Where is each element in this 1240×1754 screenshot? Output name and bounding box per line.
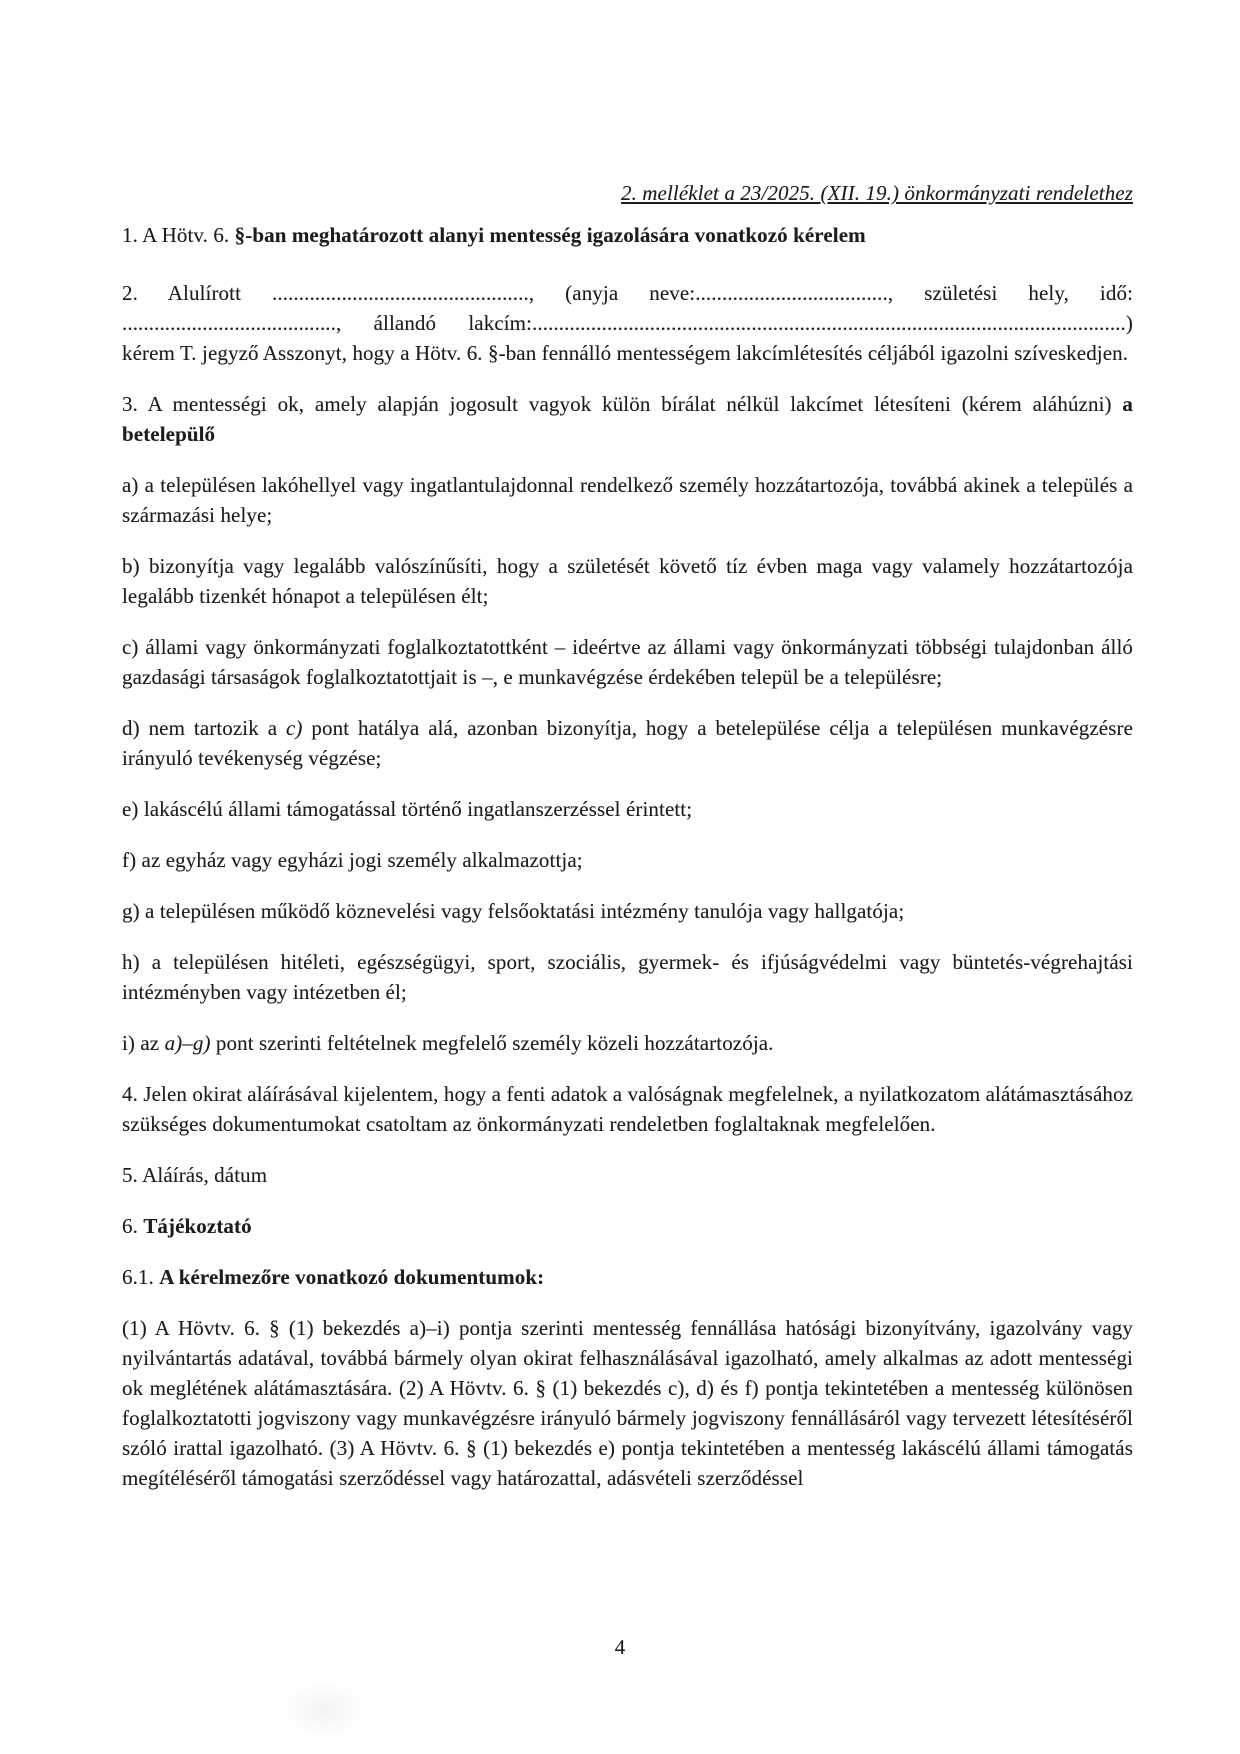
heading-6-information: 6. Tájékoztató bbox=[122, 1214, 252, 1238]
list-item-e: e) lakáscélú állami támogatással történő ingatlanszerzéssel érintett; bbox=[122, 797, 693, 821]
list-item-f: f) az egyház vagy egyházi jogi személy alkalmazottja; bbox=[122, 848, 583, 872]
list-item-h: h) a településen hitéleti, egészségügyi, sport, szociális, gyermek- és ifjúságvédelmi vagy büntetés-végrehajtási intézményben vagy intézetben él; bbox=[122, 950, 1133, 1004]
list-item-b: b) bizonyítja vagy legalább valószínűsíti, hogy a születését követő tíz évben maga vagy valamely hozzátartozója legalább tizenkét hónapot a településen élt; bbox=[122, 554, 1133, 608]
list-item-g: g) a településen működő köznevelési vagy felsőoktatási intézmény tanulója vagy hallgatója; bbox=[122, 899, 905, 923]
scan-smudge-artifact bbox=[280, 1680, 370, 1740]
list-item-i: i) az a)–g) pont szerinti feltételnek megfelelő személy közeli hozzátartozója. bbox=[122, 1031, 774, 1055]
paragraph-4-truth-statement: 4. Jelen okirat aláírásával kijelentem, hogy a fenti adatok a valóságnak megfelelnek, a nyilatkozatom alátámasztásához szükséges dokumentumokat csatoltam az önkormányzati rendeletben foglaltaknak megfelelően. bbox=[122, 1082, 1133, 1136]
list-item-a: a) a településen lakóhellyel vagy ingatlantulajdonnal rendelkező személy hozzátartozója, továbbá akinek a település a származási helye; bbox=[122, 473, 1133, 527]
heading-6-1-applicant-documents: 6.1. A kérelmezőre vonatkozó dokumentumok: bbox=[122, 1265, 545, 1289]
paragraph-3-exemption-reason: 3. A mentességi ok, amely alapján jogosult vagyok külön bírálat nélkül lakcímet létesíteni (kérem aláhúzni) a betelepülő bbox=[122, 392, 1133, 446]
paragraph-2-applicant-declaration: 2. Alulírott ................................................, (anyja neve:...................................., születési hely, idő: ........................................, állandó lakcím:...............................................................................................................) kérem T. jegyző Asszonyt, hogy a Hötv. 6. §-ban fennálló mentességem lakcímlétesítés céljából igazolni szíveskedjen. bbox=[122, 281, 1133, 365]
list-item-d: d) nem tartozik a c) pont hatálya alá, azonban bizonyítja, hogy a betelepülése célja a településen munkavégzésre irányuló tevékenység végzése; bbox=[122, 716, 1133, 770]
page-number: 4 bbox=[614, 1635, 626, 1659]
paragraph-info-legal-details: (1) A Hövtv. 6. § (1) bekezdés a)–i) pontja szerinti mentesség fennállása hatósági bizonyítvány, igazolvány vagy nyilvántartás adatával, továbbá bármely olyan okirat felhasználásával igazolható, amely alkalmas az adott mentességi ok meglétének alátámasztására. (2) A Hövtv. 6. § (1) bekezdés c), d) és f) pontja tekintetében a mentesség különösen foglalkoztatotti jogviszony vagy munkavégzésre irányuló bármely jogviszony fennállásáról vagy tervezett létesítéséről szóló irattal igazolható. (3) A Hövtv. 6. § (1) bekezdés e) pontja tekintetében a mentesség lakáscélú állami támogatás megítéléséről támogatási szerződéssel vagy határozattal, adásvételi szerződéssel bbox=[122, 1316, 1133, 1490]
annex-annotation: 2. melléklet a 23/2025. (XII. 19.) önkormányzati rendelethez bbox=[620, 181, 1133, 205]
document-content bbox=[122, 178, 1133, 1493]
list-item-c: c) állami vagy önkormányzati foglalkoztatottként – ideértve az állami vagy önkormányzati többségi tulajdonban álló gazdasági társaságok foglalkoztatottjait is –, e munkavégzése érdekében települ be a településre; bbox=[122, 635, 1133, 689]
document-title: 1. A Hötv. 6. §-ban meghatározott alanyi mentesség igazolására vonatkozó kérelem bbox=[122, 223, 866, 247]
paragraph-5-signature-date: 5. Aláírás, dátum bbox=[122, 1163, 268, 1187]
